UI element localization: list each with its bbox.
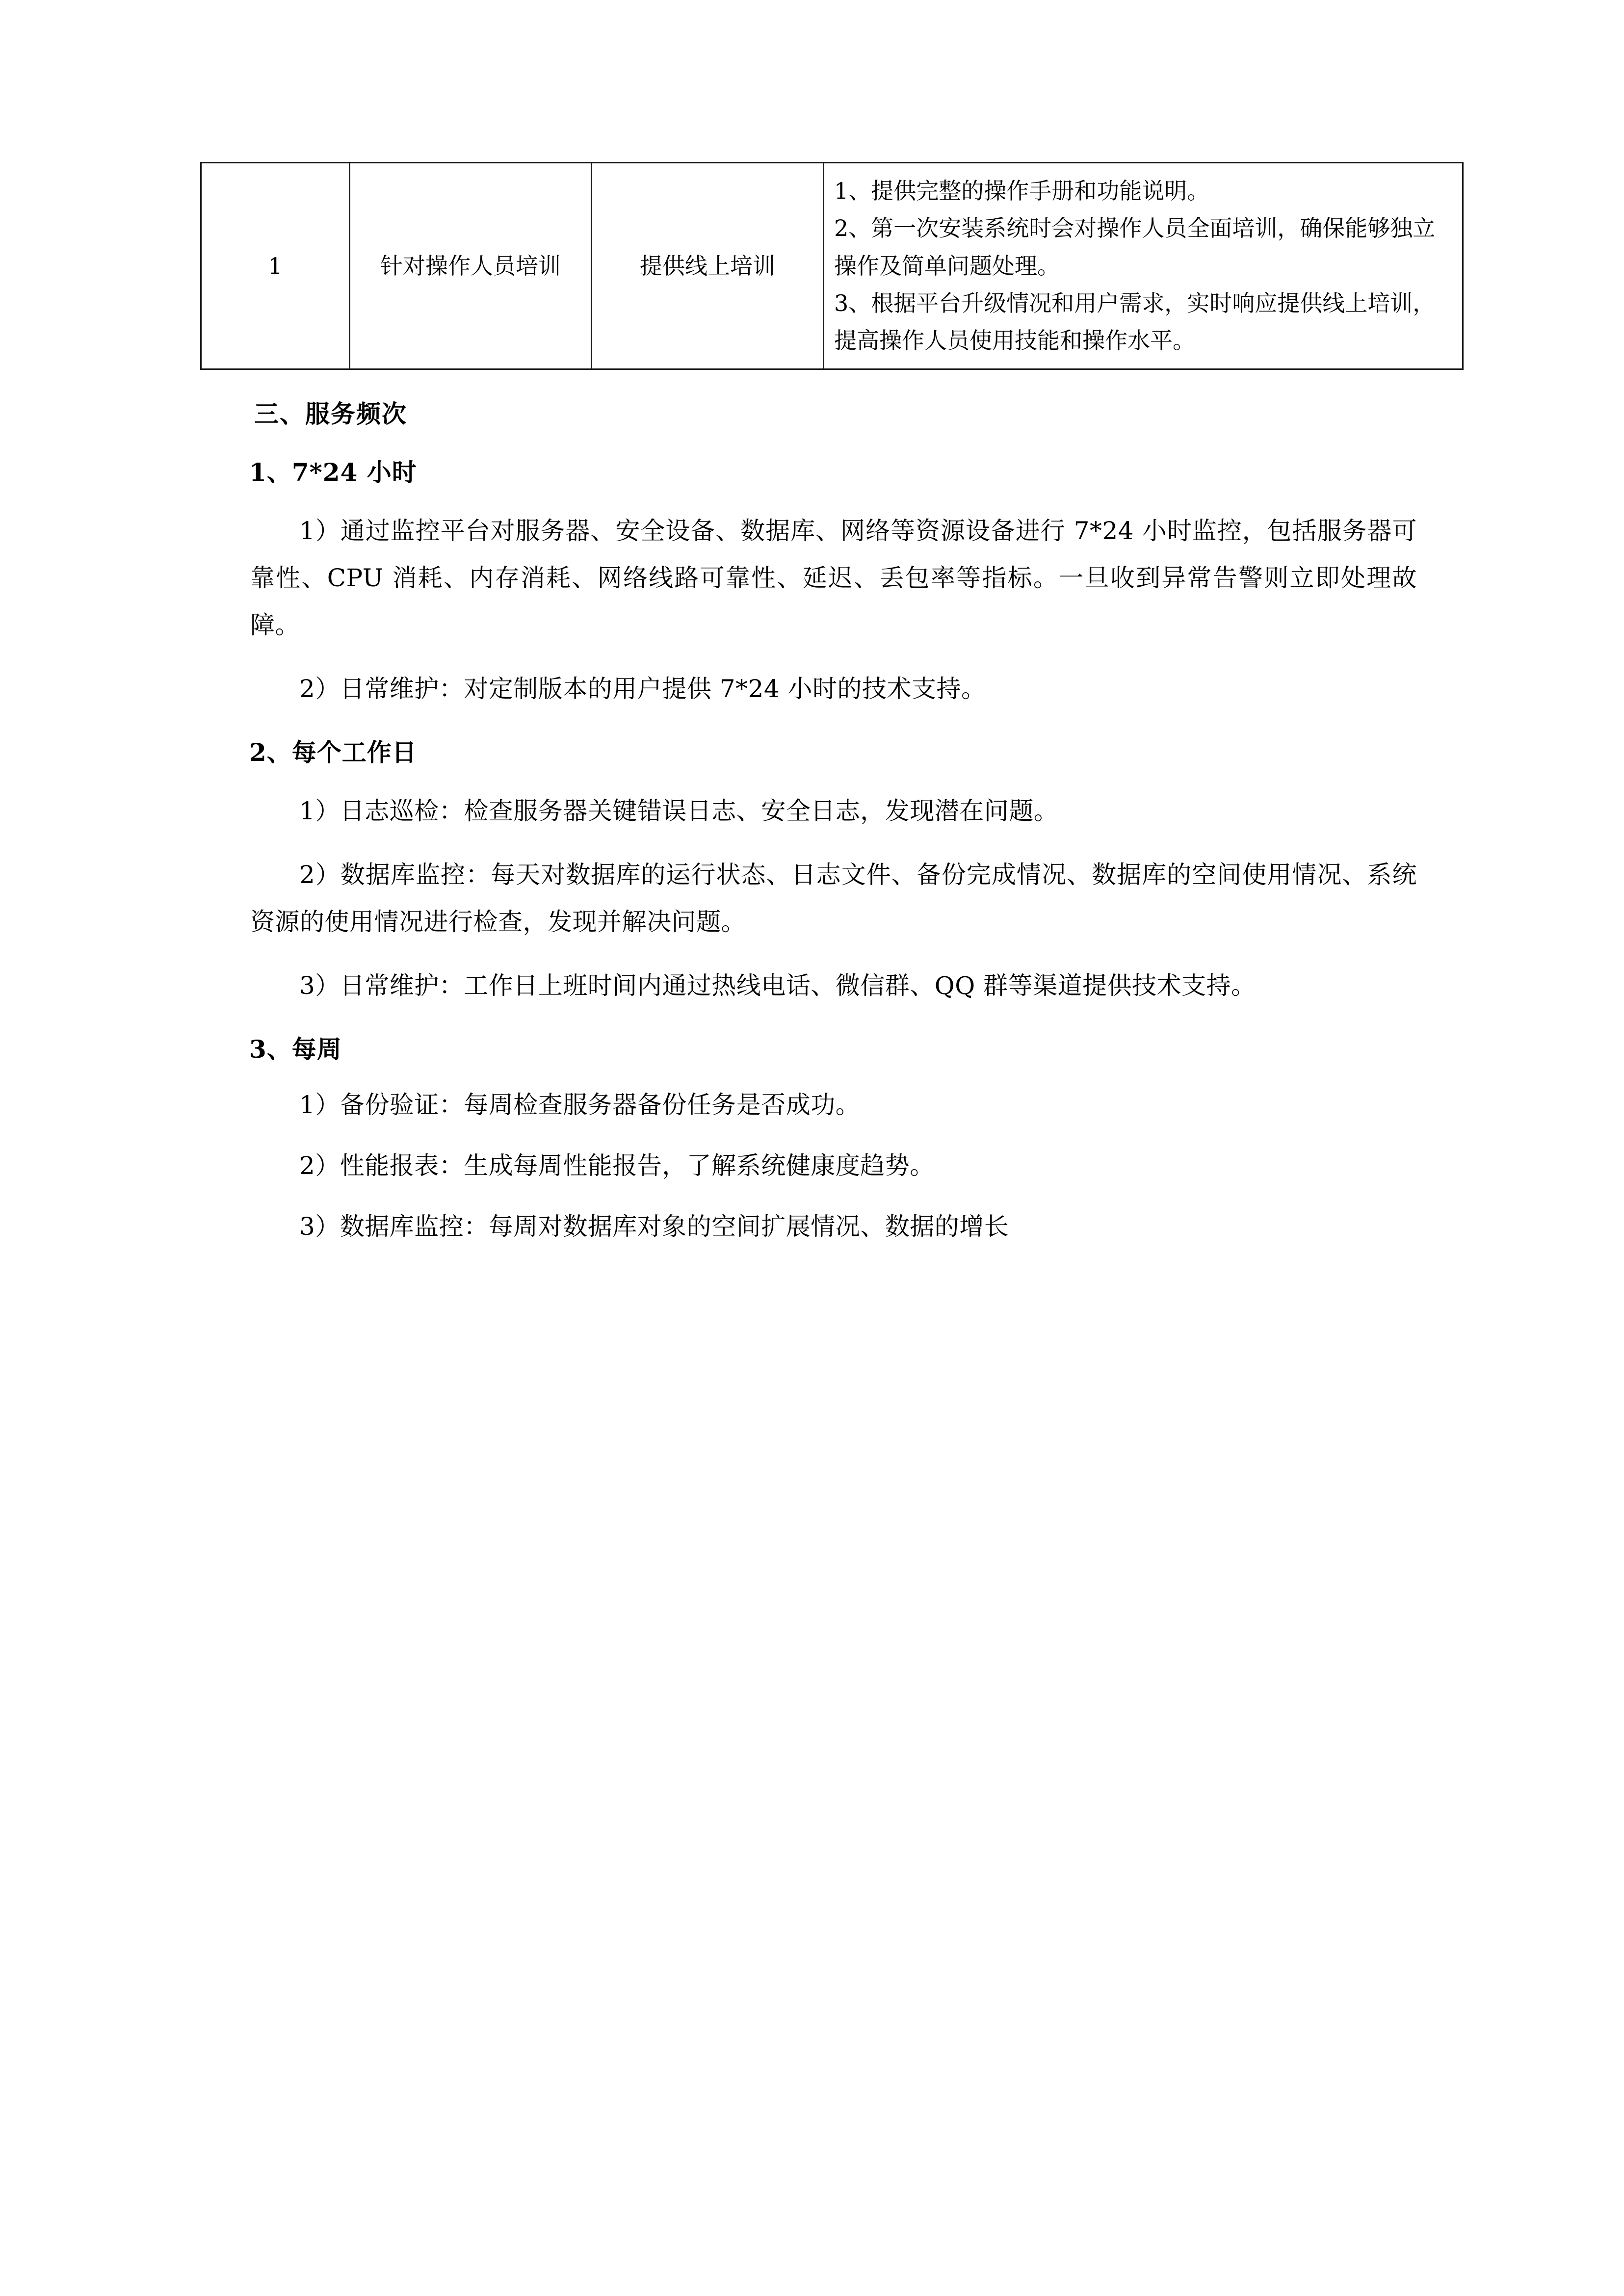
paragraph-1-2: 2）日常维护：对定制版本的用户提供 7*24 小时的技术支持。 [299,674,986,703]
desc-line-1: 1、提供完整的操作手册和功能说明。 [834,178,1210,204]
paragraph-3-3: 3）数据库监控：每周对数据库对象的空间扩展情况、数据的增长 [299,1212,1009,1241]
subsection-heading-2: 2、每个工作日 [249,737,417,767]
table-cell-no: 1 [201,163,350,369]
desc-line-3: 3、根据平台升级情况和用户需求，实时响应提供线上培训，提高操作人员使用技能和操作水平。 [834,290,1436,354]
paragraph-2-2: 2）数据库监控：每天对数据库的运行状态、日志文件、备份完成情况、数据库的空间使用情况、系统资源的使用情况进行检查，发现并解决问题。 [250,860,1417,936]
paragraph-1-1: 1）通过监控平台对服务器、安全设备、数据库、网络等资源设备进行 7*24 小时监控，包括服务器可靠性、CPU 消耗、内存消耗、网络线路可靠性、延迟、丢包率等指标。一旦收到异常告警则立即处理故障。 [250,516,1417,639]
table-row [201,163,1463,369]
table-cell-item: 针对操作人员培训 [350,163,592,369]
paragraph-3-2: 2）性能报表：生成每周性能报告，了解系统健康度趋势。 [299,1151,935,1180]
subsection-heading-1: 1、7*24 小时 [249,457,417,487]
paragraph-2-3: 3）日常维护：工作日上班时间内通过热线电话、微信群、QQ 群等渠道提供技术支持。 [299,971,1256,1000]
paragraph-3-1: 1）备份验证：每周检查服务器备份任务是否成功。 [299,1090,861,1119]
subsection-heading-3: 3、每周 [249,1034,342,1064]
table-cell-way: 提供线上培训 [592,163,824,369]
table-cell-desc [824,163,1463,369]
paragraph-2-1: 1）日志巡检：检查服务器关键错误日志、安全日志，发现潜在问题。 [299,796,1059,825]
desc-line-2: 2、第一次安装系统时会对操作人员全面培训，确保能够独立操作及简单问题处理。 [834,215,1436,279]
section-heading: 三、服务频次 [254,399,407,428]
training-table [200,162,1464,370]
